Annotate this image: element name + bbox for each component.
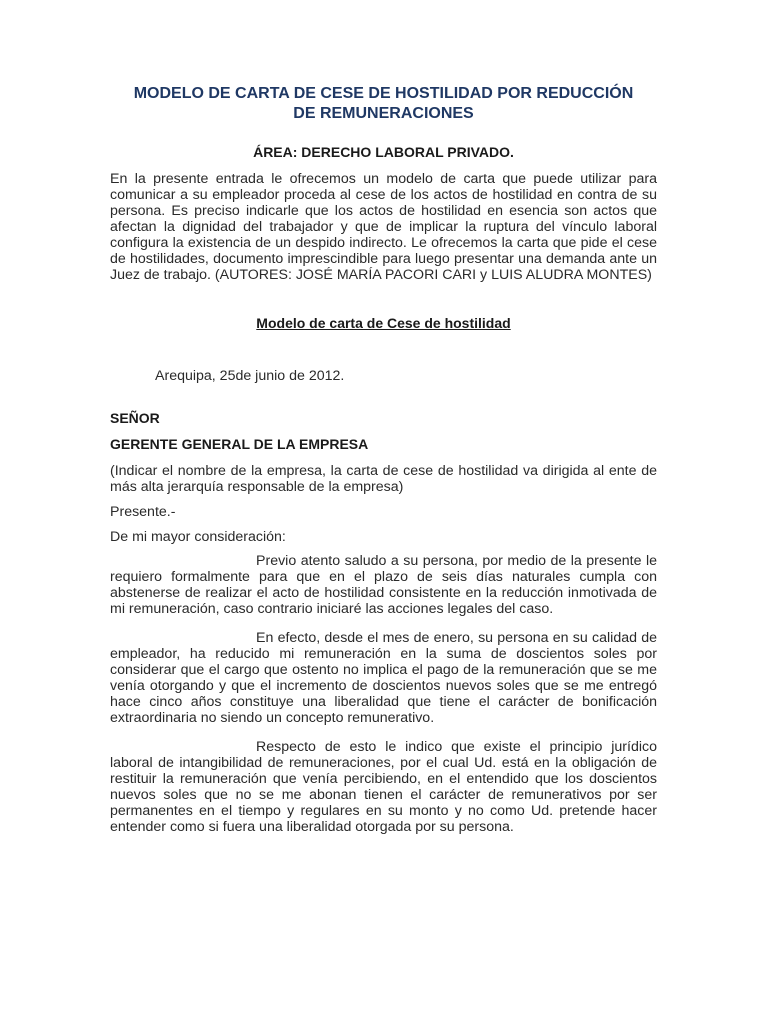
salutation-senor: SEÑOR bbox=[110, 410, 160, 426]
presente-line: Presente.- bbox=[110, 504, 176, 520]
area-heading: ÁREA: DERECHO LABORAL PRIVADO. bbox=[253, 144, 514, 160]
title-line-2: DE REMUNERACIONES bbox=[293, 105, 474, 122]
salutation-gerente: GERENTE GENERAL DE LA EMPRESA bbox=[110, 436, 369, 452]
consideracion-line: De mi mayor consideración: bbox=[110, 529, 286, 545]
letter-date: Arequipa, 25de junio de 2012. bbox=[155, 368, 345, 384]
body-paragraph-2: En efecto, desde el mes de enero, su persona en su calidad de empleador, ha reducido mi remuneración en la suma de doscientos soles por considerar que el cargo que ostento no implica el pago de la remuneración que se me venía otorgando y que el incremento de doscientos nuevos soles que se me entregó hace cinco años constituye una liberalidad que tiene el carácter de bonificación extraordinaria no siendo un concepto remunerativo. bbox=[110, 630, 657, 726]
title-line-1: MODELO DE CARTA DE CESE DE HOSTILIDAD POR REDUCCIÓN bbox=[133, 85, 634, 102]
letter-model-subtitle: Modelo de carta de Cese de hostilidad bbox=[256, 315, 511, 331]
document-title bbox=[110, 84, 657, 124]
document-page bbox=[110, 84, 657, 835]
body-paragraph-1: Previo atento saludo a su persona, por medio de la presente le requiero formalmente para que en el plazo de seis días naturales cumpla con abstenerse de realizar el acto de hostilidad consistente en la reducción inmotivada de mi remuneración, caso contrario iniciaré las acciones legales del caso. bbox=[110, 553, 657, 617]
intro-paragraph: En la presente entrada le ofrecemos un modelo de carta que puede utilizar para comunicar a su empleador proceda al cese de los actos de hostilidad en contra de su persona. Es preciso indicarle que los actos de hostilidad en esencia son actos que afectan la dignidad del trabajador y que de implicar la ruptura del vínculo laboral configura la existencia de un despido indirecto. Le ofrecemos la carta que pide el cese de hostilidades, documento imprescindible para luego presentar una demanda ante un Juez de trabajo. (AUTORES: JOSÉ MARÍA PACORI CARI y LUIS ALUDRA MONTES) bbox=[110, 171, 657, 283]
body-paragraph-3: Respecto de esto le indico que existe el principio jurídico laboral de intangibilidad de remuneraciones, por el cual Ud. está en la obligación de restituir la remuneración que venía percibiendo, en el entendido que los doscientos nuevos soles que no se me abonan tienen el carácter de remunerativos por ser permanentes en el tiempo y regulares en su monto y no como Ud. pretende hacer entender como si fuera una liberalidad otorgada por su persona. bbox=[110, 739, 657, 835]
recipient-note: (Indicar el nombre de la empresa, la carta de cese de hostilidad va dirigida al ente de más alta jerarquía responsable de la empresa) bbox=[110, 463, 657, 495]
